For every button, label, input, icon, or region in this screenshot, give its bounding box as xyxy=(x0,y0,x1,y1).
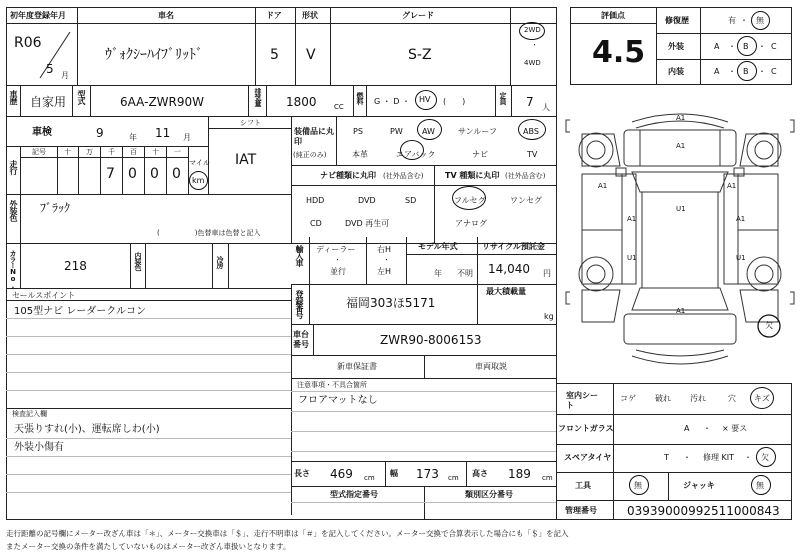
equipment-sunroof: サンルーフ xyxy=(458,127,497,136)
tv-title-sub: (社外品含む) xyxy=(505,172,546,180)
mileage-digit-5: 0 xyxy=(172,166,181,182)
fuel-options: G ・ D ・ xyxy=(374,97,410,106)
first-reg-month: 5 xyxy=(46,62,54,76)
import-dot2: ・ xyxy=(383,256,390,264)
interior-dot1: ・ xyxy=(728,67,736,76)
usage-label: 車歴 xyxy=(9,90,18,104)
footer-line1: 走行距離の記号欄にメーター改ざん車は「＊」、メーター交換車は「＄」、走行不明車は「＃」を記入してください。メーター交換で合算表示した場合にも「＄」を記入 xyxy=(6,529,569,538)
equipment-ps: PS xyxy=(353,127,363,136)
sheet-kizu: キズ xyxy=(754,394,770,403)
navi-sd: SD xyxy=(405,196,417,205)
equipment-navi: ナビ xyxy=(472,150,488,159)
inspection-year-unit: 年 xyxy=(129,133,137,142)
mileage-label: 走行 xyxy=(9,160,18,174)
windshield-x: × 要ス xyxy=(722,424,748,433)
interior-a: A xyxy=(714,67,720,76)
drive-4wd: 4WD xyxy=(524,59,541,67)
shift-label: シフト xyxy=(240,119,261,127)
grade-label: グレード xyxy=(402,11,434,20)
sheet-yabure: 破れ xyxy=(655,394,671,403)
mileage-sign-label: 記号 xyxy=(32,148,46,156)
usage: 自家用 xyxy=(30,95,67,109)
length-label: 長さ xyxy=(294,469,310,478)
tv-title: TV 種類に丸印 xyxy=(445,171,500,180)
cc-unit: CC xyxy=(334,103,344,111)
recycle-label: リサイクル預託金 xyxy=(482,242,545,251)
tv-oneseg: ワンセグ xyxy=(510,196,542,205)
exterior-a: A xyxy=(714,42,720,51)
footer-line2: またメーター交換の条件を満たしていないものはメーター改ざん車扱いとなります。 xyxy=(6,542,291,551)
new-car-warranty: 新車保証書 xyxy=(337,362,377,371)
sheet-yogore: 汚れ xyxy=(690,394,706,403)
registration-label: 登録番号 xyxy=(295,290,304,318)
import-dot1: ・ xyxy=(334,256,341,264)
notes-text: フロアマットなし xyxy=(298,395,378,406)
mark-a1-side-r: A1 xyxy=(727,182,737,190)
mileage-col-2: 千 xyxy=(108,148,115,156)
color-change-note: ( )色替車は色替と記入 xyxy=(157,229,261,237)
navi-title: ナビ種類に丸印 xyxy=(320,171,376,180)
score-value: 4.5 xyxy=(592,35,646,70)
mark-a1-mid-r: A1 xyxy=(736,215,746,223)
inspection-year: 9 xyxy=(96,126,104,140)
sheet-koge: コゲ xyxy=(620,394,636,403)
equipment-label: 装備品に丸印 xyxy=(294,127,334,146)
equipment-aw: AW xyxy=(422,127,435,136)
mark-ketsu: 欠 xyxy=(765,321,773,330)
repair-no: 無 xyxy=(756,16,764,25)
shape-label: 形状 xyxy=(302,11,318,20)
equipment-abs: ABS xyxy=(523,127,539,136)
navi-title-sub: (社外品含む) xyxy=(383,172,424,180)
repair-label: 修復歴 xyxy=(665,16,689,25)
height-label: 高さ xyxy=(472,469,488,478)
first-reg-year: R06 xyxy=(14,35,42,51)
inspector-label: 検査記入欄 xyxy=(12,410,47,418)
mark-u1-l: U1 xyxy=(627,254,637,262)
spare-missing: 欠 xyxy=(761,453,769,462)
selling-points-text: 105型ナビ レーダークルコン xyxy=(14,306,146,317)
fuel-paren: ( ) xyxy=(443,97,466,106)
shift: IAT xyxy=(235,152,257,168)
color-no-label: カラーNo. xyxy=(9,250,17,289)
interior-score-label: 内装 xyxy=(668,67,684,76)
mileage-digit-2: 7 xyxy=(106,166,115,182)
length-cm: cm xyxy=(364,474,375,482)
windshield-a: A xyxy=(684,424,690,433)
inspection-month: 11 xyxy=(155,126,171,140)
spare-tire-label: スペアタイヤ xyxy=(564,453,612,462)
exterior-dot1: ・ xyxy=(728,42,736,51)
spare-kit: 修理 KIT xyxy=(703,453,735,462)
exterior-c: C xyxy=(771,42,777,51)
mark-a1-hood: A1 xyxy=(676,142,686,150)
height-cm: cm xyxy=(542,474,553,482)
tools-none: 無 xyxy=(634,481,642,490)
equipment-pw: PW xyxy=(390,127,403,136)
jack-label: ジャッキ xyxy=(683,481,715,490)
exterior-label: 外装 xyxy=(668,42,684,51)
mark-a1-rear: A1 xyxy=(676,307,686,315)
mileage-col-3: 百 xyxy=(130,148,137,156)
model-year-unknown: 不明 xyxy=(457,269,473,278)
recycle-yen: 円 xyxy=(543,269,551,278)
mark-a1-front: A1 xyxy=(676,114,686,122)
jack-none: 無 xyxy=(756,481,764,490)
first-reg-month-unit: 月 xyxy=(61,71,69,80)
mark-u1-r: U1 xyxy=(736,254,746,262)
import-parallel: 並行 xyxy=(330,267,346,276)
door-label: ドア xyxy=(266,11,282,20)
color-label: 外装色 xyxy=(9,200,18,221)
inspector-line2: 外装小傷有 xyxy=(14,442,64,453)
equipment-airbag: エアバック xyxy=(396,150,436,159)
model-label: 型式 xyxy=(77,90,86,104)
score-label: 評価点 xyxy=(601,11,625,20)
mark-a1-mid-l: A1 xyxy=(627,215,637,223)
navi-cd: CD xyxy=(310,219,322,228)
management-number: 03939000992511000843 xyxy=(627,504,780,518)
equipment-airbag-circle xyxy=(400,140,424,160)
width-label: 幅 xyxy=(390,469,398,478)
interior-dot2: ・ xyxy=(758,67,766,76)
inspection-label: 車検 xyxy=(32,127,52,138)
capacity: 7 xyxy=(526,95,534,109)
car-name: ｳﾞｫｸｼｰﾊｲﾌﾞﾘｯﾄﾞ xyxy=(105,47,203,63)
management-label: 管理番号 xyxy=(565,506,597,515)
mileage-col-5: 一 xyxy=(174,148,181,156)
mark-a1-side-l: A1 xyxy=(598,182,608,190)
tools-label: 工具 xyxy=(575,481,591,490)
width-cm: cm xyxy=(448,474,459,482)
spare-t: T xyxy=(664,453,669,462)
navi-dvd: DVD xyxy=(358,196,376,205)
height: 189 xyxy=(508,467,531,481)
interior-b: B xyxy=(743,67,749,76)
ac-label: 冷房 xyxy=(216,256,224,268)
exterior-b: B xyxy=(743,42,749,51)
interior-color-label: 内装色 xyxy=(134,252,142,270)
drive-2wd: 2WD xyxy=(524,26,541,34)
selling-points-label: セールスポイント xyxy=(12,291,76,300)
chassis-label: 車台番号 xyxy=(293,330,309,349)
interior-sheet-label: 室内シート xyxy=(566,391,598,410)
interior-c: C xyxy=(771,67,777,76)
import-dealer: ディーラー xyxy=(316,245,356,254)
mile-label: マイル xyxy=(189,159,210,167)
doors: 5 xyxy=(270,47,279,63)
color-value: ﾌﾞﾗｯｸ xyxy=(40,201,71,215)
model: 6AA-ZWR90W xyxy=(120,95,205,109)
capacity-label: 定員 xyxy=(499,92,507,104)
tv-analog: アナログ xyxy=(455,219,487,228)
spare-dot: ・ xyxy=(683,453,691,462)
max-load-label: 最大積載量 xyxy=(486,287,526,296)
fuel-hv: HV xyxy=(419,95,431,104)
mileage-col-0: 十 xyxy=(64,148,71,156)
displacement: 1800 xyxy=(286,95,317,109)
windshield-label: フロントガラス xyxy=(558,424,614,433)
inspector-line1: 天張りすれ(小)、運転席しわ(小) xyxy=(14,424,160,435)
inspection-month-unit: 月 xyxy=(183,133,191,142)
fuel-label: 燃料 xyxy=(356,92,364,104)
exterior-dot2: ・ xyxy=(758,42,766,51)
mark-u1-roof: U1 xyxy=(676,205,686,213)
capacity-unit: 人 xyxy=(542,103,550,112)
equipment-sub: (純正のみ) xyxy=(293,151,327,159)
import-left-h: 左H xyxy=(377,267,392,276)
color-no: 218 xyxy=(64,259,87,273)
type-designation-label: 型式指定番号 xyxy=(330,490,378,499)
spare-dot2: ・ xyxy=(744,453,752,462)
mileage-digit-3: 0 xyxy=(128,166,137,182)
first-reg-label: 初年度登録年月 xyxy=(10,11,66,20)
km: km xyxy=(192,176,205,185)
repair-dot: ・ xyxy=(740,16,748,25)
mileage-col-4: 十 xyxy=(152,148,159,156)
recycle-amount: 14,040 xyxy=(488,262,530,276)
sheet-ana: 穴 xyxy=(728,394,736,403)
displacement-label: 排気量 xyxy=(254,88,262,106)
length: 469 xyxy=(330,467,353,481)
import-right-h: 右H xyxy=(377,245,392,254)
model-year-unit: 年 xyxy=(434,269,442,278)
shape: V xyxy=(306,47,316,63)
notes-label: 注意事項・不具合箇所 xyxy=(297,381,367,389)
windshield-dot: ・ xyxy=(703,424,711,433)
navi-hdd: HDD xyxy=(306,196,325,205)
mileage-col-1: 万 xyxy=(86,148,93,156)
class-number-label: 類別区分番号 xyxy=(465,490,513,499)
equipment-tv: TV xyxy=(527,150,538,159)
chassis-value: ZWR90-8006153 xyxy=(380,333,482,347)
model-year-label: モデル年式 xyxy=(418,242,458,251)
equipment-leather: 本革 xyxy=(352,150,368,159)
repair-yes: 有 xyxy=(728,16,736,25)
tv-fullseg: フルセグ xyxy=(454,196,486,205)
max-load-kg: kg xyxy=(544,312,554,321)
car-name-label: 車名 xyxy=(158,11,174,20)
main-form xyxy=(6,7,557,520)
width: 173 xyxy=(416,467,439,481)
import-label: 輸入車 xyxy=(295,245,304,266)
registration-value: 福岡303ほ5171 xyxy=(346,296,436,310)
navi-dvd-play: DVD 再生可 xyxy=(345,219,390,228)
vehicle-manual: 車両取説 xyxy=(475,362,507,371)
drive-dot: ・ xyxy=(531,41,538,49)
mileage-digit-4: 0 xyxy=(150,166,159,182)
grade: S-Z xyxy=(408,47,432,63)
